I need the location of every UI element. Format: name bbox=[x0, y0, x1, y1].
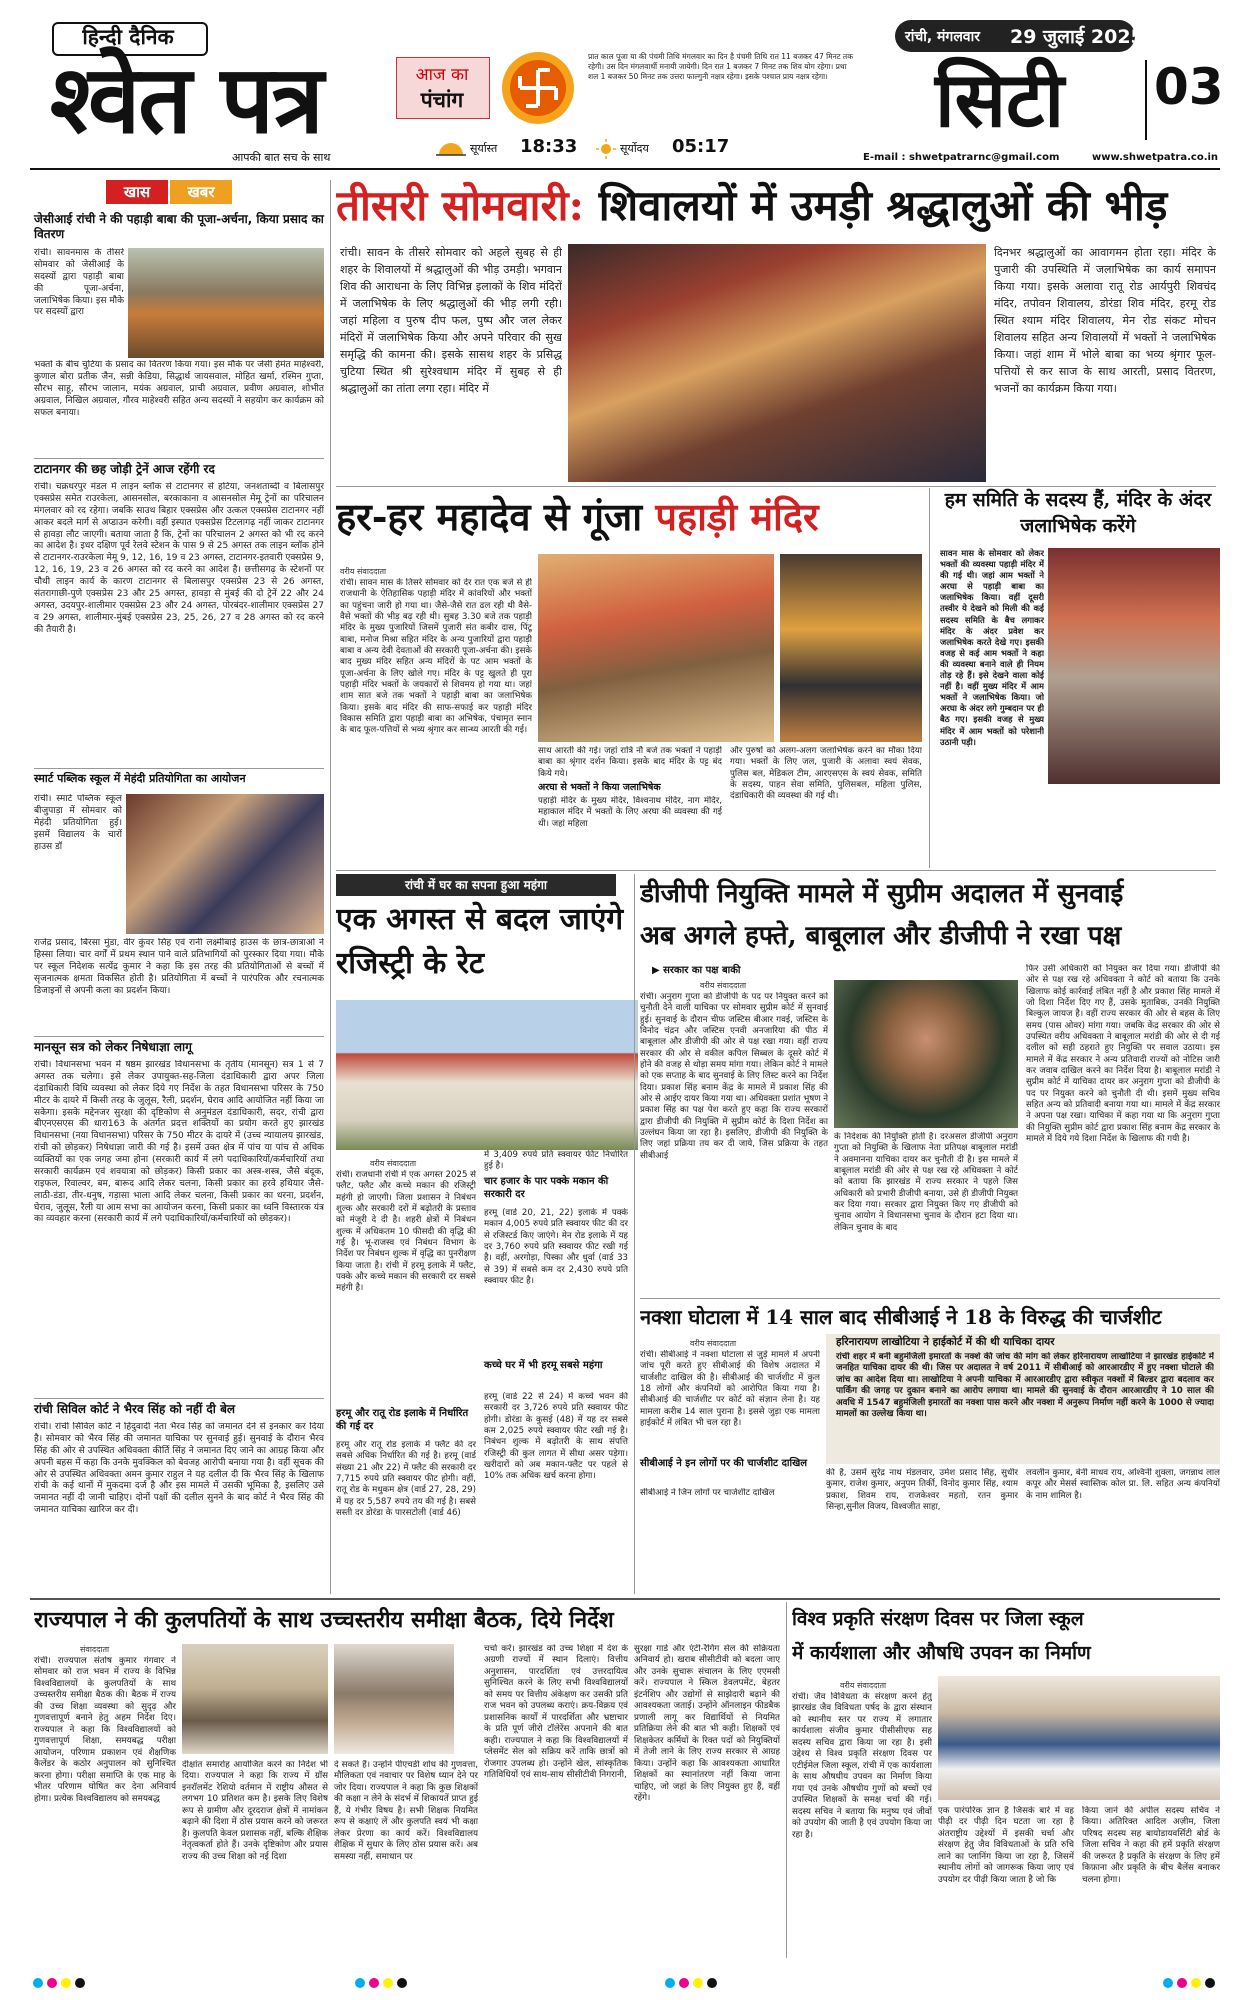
dgp-kicker-text: सरकार का पक्ष बाकी bbox=[663, 965, 741, 976]
pahadi-byline: वरीय संवाददाता bbox=[340, 567, 387, 576]
registry-text-5: हरमू (वार्ड 22 से 24) में कच्चे भवन की सरकारी दर 3,726 रुपये प्रति स्क्वायर फीट होगी। डोरंडा के कुसई (48) में यह दर सबसे कम 2,025 रुपये स्क्वायर फीट रखी गई है। निबंधन शुल्क में बढ़ोतरी के साथ संपत्ति रजिस्ट्री की कुल लागत में सीधा असर पड़ेगा। खरीदारों को अब मकान-फ्लैट पर पहले से 10% तक अधिक खर्च करना होगा। bbox=[484, 1392, 628, 1482]
divider bbox=[336, 486, 1216, 487]
panchang-text: प्रात काल पूजा या की पंचमी तिथि मंगलवार का दिन है पंचमी तिथि रात 11 बजकर 47 मिनट तक रहेगी। उस दिन मंगलवार्थी मनायी जायेगी। दिन रात 1 बजकर 7 मिनट तक शिव योग रहेगा। प्रथा शल 1 बजकर 50 मिनट तक उत्तरा फाल्गुनी नक्षत्र रहेगा। इसके पश्चात प्राय नक्षत्र रहेगा। bbox=[588, 52, 853, 82]
brief-trains-text: रांची। चक्रधरपुर मंडल में लाइन ब्लॉक से टाटानगर से हटिया, जनशताब्दी व बिलासपुर एक्सप्रेस समेत राउरकेला, आसनसोल, बरकाकाना व आसनसोल मेमू ट्रेनों का परिचालन मंगलवार को रद रहेगा। जबकि साउथ बिहार एक्सप्रेस और उत्कल एक्सप्रेस टाटानगर नहीं आकर बदले मार्ग से अप्डाउन करेगी। वहीं इस्पात एक्सप्रेस टिटलागढ़ नहीं जाकर टाटानगर से हावड़ा लौट जाएगी। बताया जाता है कि, ट्रेनों का परिचालन 2 अगस्त को भी रद करने का आदेश है। इधर दक्षिण पूर्व रेलवे स्टेशन के पास 9 से 25 अगस्त तक लाइन ब्लॉक होने से टाटानगर-राउरकेला मेमू 9, 12, 16, 19 व 23 अगस्त, टाटानगर-इतवारी एक्सप्रेस 9, 12, 16, 19, 23 व 26 अगस्त को रद करने का आदेश है। छत्तीसगढ़ के स्टेशनों पर चौथी लाइन कार्य के कारण टाटानगर से बिलासपुर एक्सप्रेस 23 से 26 अगस्त, संतरागाछी-पुणे एक्सप्रेस 23 और 25 अगस्त, हावड़ा से मुंबई की दो ट्रेनें 22 और 24 अगस्त, उदयपुर-शालीमार एक्सप्रेस 23 और 24 अगस्त, पोरबंदर-शालीमार एक्सप्रेस 27 व 29 अगस्त, शालीमार-मुंबई एक्सप्रेस 23, 25, 26, 27 व 28 अगस्त को रद करने की तैयारी है। bbox=[34, 482, 324, 635]
registry-text-4: हरमू (वार्ड 20, 21, 22) इलाके में पक्के मकान 4,005 रुपये प्रति स्क्वायर फीट की दर से रजिस्टर्ड किए जाएंगे। मेन रोड इलाके में यह दर 3,760 रुपये प्रति स्क्वायर फीट रखी गई है। वहीं, अरगोड़ा, पिस्का और धुर्वा (वार्ड 33 से 39) में सबसे कम दर 2,430 रुपये प्रति स्क्वायर फीट है। bbox=[484, 1208, 628, 1287]
lead-headline-red: तीसरी सोमवारी: bbox=[336, 181, 585, 230]
panchang-label-1: आज का bbox=[415, 65, 469, 85]
nature-text-1: रांची। जैव विविधता के संरक्षण करने हेतु झारखंड जैव विविधता पर्षद के द्वारा संस्थान को स्थानीय स्तर पर राज्य में लगातार कार्यशाला संजीव कुमार पीसीसीएफ सह सदस्य सचिव द्वारा किया जा रहा है। इसी उद्देश्य से विश्व प्रकृति संरक्षण दिवस पर एटीईमेल जिला स्कूल, रांची में एक कार्यशाला के साथ औषधीय उपवन का निर्माण किया गया एवं उनके औषधीय गुणों को बच्चों एवं उपस्थित शिक्षकों के समक्ष चर्चा की गई। सदस्य सचिव ने बताया कि मनुष्य एवं जीवों को उपयोग की जाती है एवं उपयोग किया जा रहा है। bbox=[792, 1692, 932, 1840]
governor-text-5: सुरक्षा गार्ड और एंटी-रैगिंग सेल की सक्रियता अनिवार्य हो। खराब सीसीटीवी को बदला जाए और उनके सुचारू संचालन के लिए एएमसी करें। राज्यपाल ने स्किल डेवलपमेंट, बेहतर इंटर्नशिप और उद्योगों से साझेदारी बढ़ाने की आवश्यकता जताई। उन्होंने ऑनलाइन फीडबैक प्रणाली लागू कर विद्यार्थियों से नियमित प्रतिक्रिया लेने की बात भी कही। शिक्षकों एवं शिक्षकेतर कर्मियों के रिक्त पदों को नियुक्तियों में तेजी लाने के लिए राज्य सरकार से आग्रह किया। उन्होंने कहा कि आवश्यकता आधारित शिक्षकों का स्थानांतरण नहीं किया जाना चाहिए, जो जहां के लिए नियुक्त हुए हैं, वहीं रहेंगे। bbox=[634, 1644, 780, 1804]
brief-jci-text-b: भक्तों के बीच चुटिया के प्रसाद का वितरण किया गया। इस मौके पर जेसी हेमंत माहेश्वरी, कुणाल बोरा प्रतीक जैन, सन्नी केडिया, सिद्धार्थ जायसवाल, मोहित खर्मा, रश्मिन गुप्ता, सौरभ साहू, सौरभ जालान, मयंक अग्रवाल, प्राची अग्रवाल, प्रवीण अग्रवाल, शोभीत अग्रवाल, निखिल अग्रवाल, गौरव माहेश्वरी सहित अन्य सदस्यों ने सहयोग कर कार्यक्रम को सफल बनाया। bbox=[34, 360, 324, 418]
photo-pahadi-shivling bbox=[780, 554, 922, 742]
column-divider bbox=[929, 488, 930, 868]
page-number-divider bbox=[1145, 60, 1147, 140]
arrow-icon: ▶ bbox=[652, 965, 664, 976]
column-divider bbox=[634, 874, 635, 1594]
paper-slogan: आपकी बात सच के साथ bbox=[232, 151, 331, 164]
sunrise-time: 05:17 bbox=[672, 136, 730, 157]
email[interactable]: E-mail : shwetpatrarnc@gmail.com bbox=[863, 152, 1060, 163]
divider bbox=[34, 458, 324, 459]
governor-text-1: रांची। राज्यपाल संतोष कुमार गंगवार ने सोमवार को राज भवन में राज्य के विभिन्न विश्वविद्यालयों के कुलपतियों के साथ उच्चस्तरीय समीक्षा बैठक की। बैठक में राज्य की उच्च शिक्षा व्यवस्था को सुदृढ़ और गुणवत्तापूर्ण बनाने हेतु अहम निर्देश दिए। राज्यपाल ने कहा कि विश्वविद्यालयों को गुणवत्तापूर्ण शिक्षा, समयबद्ध परीक्षा आयोजन, परिणाम प्रकाशन एवं शैक्षणिक कैलेंडर के कठोर अनुपालन को सुनिश्चित करना होगा। परीक्षा समाप्ति के एक माह के भीतर परिणाम घोषित कर देना अनिवार्य होगा। प्रत्येक विश्वविद्यालय को समयबद्ध bbox=[34, 1656, 176, 1804]
registry-subhead-2: चार हजार के पार पक्के मकान की सरकारी दर bbox=[484, 1176, 609, 1200]
photo-governor-meeting-2 bbox=[334, 1644, 454, 1754]
divider bbox=[34, 1398, 324, 1399]
brief-monsoon-headline: मानसून सत्र को लेकर निषेधाज्ञा लागू bbox=[34, 1040, 192, 1054]
photo-mehndi bbox=[126, 794, 324, 934]
column-divider bbox=[786, 1602, 787, 1958]
naksha-side-text: रांची शहर में बनी बहुमंजिली इमारतों के नक्शे की जांच की मांग को लेकर हरिनारायण लाखोटिया ने झारखंड हाईकोर्ट में जनहित याचिका दायर की थी। जिस पर अदालत ने वर्ष 2011 में सीबीआई को आरआरडीए में हुए नक्शा घोटाले की जांच का आदेश दिया था। लाखोटिया ने अपनी याचिका में आरआरडीए द्वारा स्वीकृत नक्शों में बिल्डर द्वारा बदलाव कर पार्किंग की जगह पर दुकान बनाने का आरोप लगाया था। मामले की सुनवाई के दौरान आरआरडीए ने 10 साल की अवधि में 1547 बहुमंजिली इमारतों का नक्शा पास करने और नक्शा में अनुरूप निर्माण नहीं करने के 1000 से ज्यादा मामलों का उल्लेख किया था। bbox=[836, 1352, 1214, 1420]
pahadi-subhead: अरघा से भक्तों ने किया जलाभिषेक bbox=[538, 782, 661, 793]
registry-kicker: रांची में घर का सपना हुआ महंगा bbox=[404, 878, 548, 892]
naksha-text-1: रांची। सीबीआई ने नक्शा घोटाला से जुड़े मामले में अपनी जांच पूरी करते हुए सीबीआई की विशेष अदालत में चार्जशीट दाखिल की है। सीबीआई की चार्जशीट में कुल 18 लोगों और कंपनियों को आरोपित किया गया है। सीबीआई की चार्जशीट पर कोर्ट को संज्ञान लेना है। यह मामला करीब 14 साल पुराना है। इससे जुड़ा एक मामला हाईकोर्ट में लंबित भी चल रहा है। bbox=[640, 1350, 820, 1429]
samiti-headline: हम समिति के सदस्य हैं, मंदिर के अंदर जलाभिषेक करेंगे bbox=[944, 489, 1212, 537]
column-divider bbox=[330, 180, 331, 1594]
dgp-headline-1: डीजीपी नियुक्ति मामले में सुप्रीम अदालत में सुनवाई bbox=[640, 879, 1124, 909]
registry-headline: एक अगस्त से बदल जाएंगे रजिस्ट्री के रेट bbox=[336, 902, 624, 981]
photo-pahadi-devotees bbox=[538, 554, 774, 742]
khas-khabar-badge bbox=[106, 180, 232, 204]
sunset-label: सूर्यास्त bbox=[470, 142, 498, 155]
naksha-text-3: की है, उसमें सुरेंद्र नाथ मंडलवार, उमेश प्रसाद सिंह, सुधीर कुमार, राजेश कुमार, अनुपम तिर्की, विनोद कुमार सिंह, श्याम प्रकाश, शिवम राय, राजकेश्वर महतो, रतन कुमार सिन्हा,सुनील विजय, विश्वजीत साहा, bbox=[826, 1468, 1018, 1513]
nature-text-3: किया जाने की अपील सदस्य सचिव ने किया। अतिरिक्त आदिल अज़ीम, जिला परिषद सदस्य सह बायोडायवर्सिटी बोर्ड के जिला सचिव ने कहा की हमें प्रकृति संरक्षण की जरूरत है प्रकृति के संरक्षण के लिए हमें किफ़ाना और प्रकृति के बीच बैलेंस बनाकर चलना होगा। bbox=[1082, 1806, 1220, 1885]
masthead-rule bbox=[30, 168, 1220, 170]
pahadi-text-2: साथ आरती की गई। जहां रात्रि नौ बजे तक भक्तों ने पहाड़ी बाबा का श्रृंगार दर्शन किया। इसके बाद मंदिर के पट्ट बंद किये गये। bbox=[538, 746, 722, 779]
lead-headline-black: शिवालयों में उमड़ी श्रद्धालुओं की भीड़ bbox=[598, 181, 1168, 230]
naksha-subhead: सीबीआई ने इन लोगों पर की चार्जशीट दाखिल bbox=[640, 1458, 808, 1469]
photo-houses bbox=[336, 1000, 638, 1150]
brief-mehndi-text-a: रांची। स्मार्ट पब्लिक स्कूल बीजुपाड़ा में सोमवार को मेहंदी प्रतियोगिता हुई। इसमें विद्यालय के चारों हाउस डॉ bbox=[34, 794, 122, 852]
lead-text-left: रांची। सावन के तीसरे सोमवार को अहले सुबह से ही शहर के शिवालयों में श्रद्धालुओं की भीड़ उमड़ी। भगवान शिव की आराधना के लिए विभिन्न इलाकों के शिव मंदिरों में जलाभिषेक के लिए श्रद्धालुओं की भीड़ लगी रही। जहां महिला व पुरुष दीप फल, पुष्प और जल लेकर मंदिरों में जलाभिषेक किया और अपने परिवार की सुख समृद्धि की कामना की। इसके सासथ शहर के प्रसिद्ध चुटिया स्थित श्री सुरेश्वधाम मंदिर में सुबह से ही श्रद्धालुओं का तांता लगा रहा। मंदिर में bbox=[340, 246, 562, 396]
sunrise-icon bbox=[596, 139, 616, 159]
brief-jci-text-a: रांची। सावनमास के तीसरे सोमवार को जेसीआई के सदस्यों द्वारा पहाड़ी बाबा की पूजा-अर्चना, जलाभिषेक किया। इस मौके पर सदस्यों द्वारा bbox=[34, 248, 124, 318]
registry-byline: वरीय संवाददाता bbox=[370, 1159, 417, 1168]
dgp-headline-2: अब अगले हफ्ते, बाबूलाल और डीजीपी ने रखा पक्ष bbox=[640, 921, 1122, 951]
masthead-tagline: हिन्दी दैनिक bbox=[82, 25, 174, 49]
samiti-text: सावन मास के सोमवार को लेकर भक्तों की व्यवस्था पहाड़ी मंदिर में की गई थी। जहां आम भक्तों ने अरघा से पहाड़ी बाबा का जलाभिषेक किया। वहीं दूसरी तस्वीर ये देखने को मिली की कई सदस्य समिति के बैच लगाकर मंदिर के अंदर प्रवेश कर जलाभिषेक करते देखे गए। इसकी वजह से कई आम भक्तों ने कहा की व्यवस्था बनाने वाले ही नियम तोड़ रहे हैं। इसे देखने वाला कोई नहीं है। वहीं मुख्य मंदिर में आम भक्तों ने जलाभिषेक किया। जो अरघा के अंदर लगे गुम्बदान पर ही बैठ गए। इसकी वजह से मुख्य मंदिर में आम भक्तों को परेशानी उठानी पड़ी। bbox=[940, 548, 1044, 747]
nature-headline-1: विश्व प्रकृति संरक्षण दिवस पर जिला स्कूल bbox=[792, 1608, 1084, 1630]
pahadi-text-1: रांची। सावन मास के तिसरे सोमवार को देर रात एक बजे से ही राजधानी के ऐतिहासिक पहाड़ी मंदिर में कांवरियों और भक्तों का पहुंचना जारी हो गया था। जैसे-जैसे रात ढल रही थी वैसे-वैसे भक्तों की भीड़ बढ़ रही थी। सुबह 3.30 बजे तक पहाड़ी मंदिर के मुख्य पुजारियों जिसमें पुजारी संत कबीर दास, पिंटू बाबा, मनोज मिश्रा सहित मंदिर के अन्य पुजारियों द्वारा पहाड़ी बाबा व अन्य देवी देवताओं की सरकारी पूजा-अर्चना की। इसके बाद मुख्य मंदिर सहित अन्य मंदिरों के पट आम भक्तों के पूजा-अर्चना के लिए खोले गए। मंदिर के पट्ट खुलते ही पूरा पहाड़ी मंदिर भक्तों के जयकारों से शिवमय हो गया था। जहां शाम सात बजे तक भक्तों ने पहाड़ी बाबा का जलाभिषेक किया। इसके बाद मंदिर की साफ-सफाई कर पहाड़ी मंदिर विकास समिति द्वारा पहाड़ी बाबा का अभिषेक, पंचामृत स्नान के बाद फूल-पत्तियों से भव्य श्रृंगार कर सान्ध्य आरती की गई। bbox=[340, 578, 532, 736]
governor-text-2: दीक्षांत समारोह आयोजित करने का निर्देश भी दिया। राज्यपाल ने कहा कि राज्य में ग्रॉस इनरॉलमेंट रेशियो वर्तमान में राष्ट्रीय औसत से लगभग 10 प्रतिशत कम है। इसके लिए विशेष रूप से ग्रामीण और दूरदराज क्षेत्रों में नामांकन बढ़ाने की दिशा में ठोस प्रयास करने को जरूरत है। कुलपति केवल प्रशासक नहीं, बल्कि शैक्षिक नेतृत्वकर्ता होते हैं। उनके दृष्टिकोण और प्रयास राज्य की उच्च शिक्षा को नई दिशा bbox=[182, 1760, 328, 1862]
nature-headline-2: में कार्यशाला और औषधि उपवन का निर्माण bbox=[792, 1642, 1091, 1664]
lead-text-right: दिनभर श्रद्धालुओं का आवागमन होता रहा। मंदिर के पुजारी की उपस्थिति में जलाभिषेक का कार्य समापन किया गया। इसके अलावा रातू रोड आर्यपुरी शिवचंद मंदिर, तपोवन शिवालय, डोरंडा शिव मंदिर, हरमू रोड स्थित श्याम मंदिर शिवालय, मेन रोड संकट मोचन शिवालय सहित अन्य शिवालयों में भक्तों ने जलाभिषेक किया। जहां शाम में भोले बाबा का भव्य श्रृंगार फूल-पत्तियों से कर साज के साथ आरती, प्रसाद वितरण, भजनों का कार्यक्रम किया गया। bbox=[994, 246, 1216, 396]
sunrise-label: सूर्योदय bbox=[620, 142, 649, 155]
photo-governor-meeting-1 bbox=[182, 1644, 328, 1754]
divider bbox=[30, 1598, 1220, 1600]
masthead bbox=[0, 0, 1246, 175]
brief-jci-headline: जेसीआई रांची ने की पहाड़ी बाबा की पूजा-अर्चना, किया प्रसाद का वितरण bbox=[34, 212, 324, 241]
divider bbox=[640, 1298, 1220, 1299]
section-name: सिटी bbox=[935, 55, 1065, 144]
dgp-text-1: रांची। अनुराग गुप्ता को डीजीपी के पद पर नियुक्त करने को चुनौती देने वाली याचिका पर सोमवार सुप्रीम कोर्ट में सुनवाई हुई। सुनवाई के दौरान चीफ जस्टिस बीआर गवई, जस्टिस के विनोद चंद्रन और जस्टिस एनवी अनजारिया की पीठ में बाबूलाल और डीजीपी की ओर से पक्ष रखा गया। वहीं राज्य सरकार की ओर से वकील कपिल सिब्बल के दूसरे कोर्ट में होने की वजह से थोड़ा समय मांगा गया। लेकिन कोर्ट ने मामले को एक सप्ताह के बाद सुनवाई के लिए लिस्ट करने का निर्देश दिया। प्रकाश सिंह बनाम केंद्र के मामले में प्रकाश सिंह की ओर से आईए दायर किया गया था। अधिवक्ता प्रशांत भूषण ने प्रकाश सिंह का पक्ष पेश करते हुए कहा कि राज्य सरकारों द्वारा डीजीपी की नियुक्ति में सुप्रीम कोर्ट के दिशा निर्देश का उल्लंघन किया जा रहा है। इसलिए, डीजीपी की नियुक्ति के लिए जहां प्रक्रिया तय कर दी जाये, जिस प्रक्रिया के तहत सीबीआई bbox=[640, 992, 828, 1161]
swastik-emblem bbox=[500, 50, 576, 126]
dateline-prefix: रांची, मंगलवार bbox=[905, 29, 980, 45]
pahadi-headline-red: पहाड़ी मंदिर bbox=[655, 494, 819, 539]
naksha-text-4: लवलीन कुमार, बेनी माधव राय, अश्विनी शुक्ला, जगन्नाथ लाल कपूर और मेसर्स स्वास्तिक कोल प्रा. लि. सहित अन्य कंपनियों के नाम शामिल है। bbox=[1026, 1468, 1220, 1501]
pahadi-headline bbox=[336, 488, 926, 546]
brief-monsoon-text: रांची। विधानसभा भवन में षष्ठम झारखंड विधानसभा के तृतीय (मानसून) सत्र 1 से 7 अगस्त तक चलेगा। इसे लेकर उपायुक्त-सह-जिला दंडाधिकारी द्वारा अपर जिला दंडाधिकारी विधि व्यवस्था को लेकर दिये गए निर्देश के तहत विधानसभा परिसर के 750 मीटर के दायरे में किसी तरह के जुलूस, रैली, प्रदर्शन, घेराव आदि आयोजित नहीं किया जा सकेगा। इसके मद्देनजर सुरक्षा की दृष्टिकोण से अनुमंडल दंडाधिकारी, सदर, रांची द्वारा बीएनएसएस की धारा163 के अंतर्गत प्रदत्त शक्तियों का प्रयोग करते हुए झारखंड विधानसभा (नया विधानसभा) परिसर के 750 मीटर के दायरे में (उच्च न्यायालय झारखंड, रांची को छोड़कर) निषेधाज्ञा जारी की गई है। इसमें उक्त क्षेत्र में पांच या पांच से अधिक व्यक्तियों का एक जगह जमा होना (सरकारी कार्य में लगे पदाधिकारियों/कर्मचारियों तथा सरकारी कार्यक्रम एवं शवयात्रा को छोड़कर) किसी प्रकार का अस्त्र-शस्त्र, जैसे बंदूक, राइफल, रिवाल्वर, बम, बारूद आदि लेकर चलना, किसी प्रकार का हरवे हथियार जैसे-लाठी-डंडा, तीर-धनुष, गड़ासा भाला आदि लेकर चलना, किसी प्रकार का धरना, प्रदर्शन, घेराव, जुलूस, रैली या आम सभा का आयोजन करना, किसी प्रकार का ध्वनि विस्तारक यंत्र का व्यवहार करना (सरकारी कार्य में लगे पदाधिकारियों/कर्मचारियों को छोड़कर)। bbox=[34, 1060, 324, 1225]
governor-text-4: चर्चा करें। झारखंड को उच्च शिक्षा में देश के अग्रणी राज्यों में स्थान दिलाएं। वित्तीय अनुशासन, पारदर्शिता एवं उत्तरदायित्व सुनिश्चित करने के लिए सभी विश्वविद्यालयों को समय पर वित्तीय अंकेक्षण कर उसकी प्रति राज भवन को उपलब्ध कराएं। क्रय-विक्रय एवं प्रशासनिक कार्यों में पारदर्शिता और भ्रष्टाचार के प्रति पूर्ण जीरो टॉलेरेंस अपनाने की बात कही। राज्यपाल ने कहा कि विश्वविद्यालयों में प्लेसमेंट सेल को सक्रिय करें ताकि छात्रों को रोजगार उपलब्ध हो। उन्होंने खेल, सांस्कृतिक गतिविधियों एवं साथ-साथ सीसीटीवी निगरानी, bbox=[484, 1644, 628, 1781]
dgp-text-3: फिर उसी अधिकारी को नियुक्त कर दिया गया। डीजीपी की ओर से पक्ष रख रहे अधिवक्ता ने कोर्ट को बताया कि उनके खिलाफ कोई कार्रवाई लंबित नहीं है और प्रकाश सिंह मामले में जो दिशा निर्देश दिए गए हैं, उसके मुताबिक, उनकी नियुक्ति बिल्कुल जायज है। वहीं राज्य सरकार की ओर से बहस के लिए समय (पास ओवर) मांगा गया। जबकि केंद्र सरकार की ओर से उपस्थित वरीय अधिवक्ता ने बाबूलाल मरांडी की ओर से दी गई दलील को सही ठहराते हुए नियुक्ति पर सवाल उठाया। इस मामले में केंद्र सरकार ने अन्य प्रतिवादी राज्यों को नोटिस जारी कर जवाब दाखिल करने का निर्देश दिया है। बाबूलाल मरांडी ने सुप्रीम कोर्ट में याचिका दायर कर अनुराग गुप्ता को डीजीपी के पद पर नियुक्त करने को चुनौती दी थी। इसमें मुख्य सचिव सहित अन्य को प्रतिवादी बनाया गया था। मामले में केंद्र सरकार ने अपना पक्ष रखा। याचिका में कहा गया था कि अनुराग गुप्ता की नियुक्ति सुप्रीम कोर्ट द्वारा प्रकाश सिंह बनाम केंद्र सरकार के मामले में दिये गये दिशा निर्देश के खिलाफ की गयी है। bbox=[1026, 964, 1220, 1145]
dgp-text-2: के निदेशक की नियुक्ति होती है। दरअसल डीजीपी अनुराग गुप्ता को नियुक्ति के खिलाफ नेता प्रतिपक्ष बाबूलाल मरांडी ने अवमानना याचिका दायर कर चुनौती दी है। इस मामले में बाबूलाल मरांडी की ओर से पक्ष रख रहे अधिवक्ता ने कोर्ट को बताया कि झारखंड में राज्य सरकार ने पहले जिस अधिकारी को प्रभारी डीजीपी बनाया, उसे ही डीजीपी नियुक्त कर दिया गया। सरकार द्वारा नियुक्त किए गए डीजीपी को चुनाव आयोग ने विधानसभा चुनाव के दौरान हटा दिया था। लेकिन चुनाव के बाद bbox=[834, 1132, 1018, 1233]
divider bbox=[34, 768, 324, 769]
dgp-byline: वरीय संवाददाता bbox=[700, 981, 747, 990]
paper-name: श्वेत पत्र bbox=[50, 45, 322, 155]
brief-court-headline: रांची सिविल कोर्ट ने भैरव सिंह को नहीं दी बेल bbox=[34, 1402, 236, 1416]
governor-text-3: दे सकते हैं। उन्होंने पीएचडी शोध की गुणवत्ता, मौलिकता एवं नवाचार पर विशेष ध्यान देने पर जोर दिया। राज्यपाल ने कहा कि कुछ शिक्षकों की कक्षा न लेने के संदर्भ में शिकायतें प्राप्त हुई हैं, ये गंभीर विषय है। सभी शिक्षक नियमित रूप से कक्षाएं लें और कुलपति स्वयं भी कक्षा लेकर प्रेरणा का कार्य करें। विश्वविद्यालय शैक्षिक में सुधार के लिए ठोस प्रयास करें। अब समस्या नहीं, समाधान पर bbox=[334, 1760, 478, 1862]
registry-text-1: रांची। राजधानी रांची में एक अगस्त 2025 से फ्लैट, फ्लैट और कच्चे मकान की रजिस्ट्री महंगी हो जाएगी। जिला प्रशासन ने निबंधन शुल्क और सरकारी दरों में बढ़ोतरी के प्रस्ताव को मंजूरी दे दी है। शहरी क्षेत्रों में निबंधन शुल्क में अधिकतम 10 फीसदी की वृद्धि की गई है। भू-राजस्व एवं निबंधन विभाग के निर्देश पर निबंधन शुल्क में वृद्धि का पुनरीक्षण किया जाता है। रांची में हरमू इलाके में फ्लैट, पक्के और कच्चे मकान की सरकारी दर सबसे महंगी है। bbox=[336, 1170, 476, 1294]
photo-samiti-temple bbox=[1048, 548, 1220, 784]
naksha-text-2: सीबीआई ने जिन लोगों पर चार्जशीट दाखिल bbox=[640, 1488, 775, 1498]
photo-jci-group bbox=[128, 248, 324, 358]
dgp-kicker bbox=[652, 962, 741, 976]
website[interactable]: www.shwetpatra.co.in bbox=[1092, 152, 1219, 163]
divider bbox=[34, 1036, 324, 1037]
nature-text-2: एक पारंपरिक ज्ञान है जिसके बारे में वह पीढ़ी दर पीढ़ी दिन घटता जा रहा है अंतराष्ट्रीय उद्देश्यों में इसकी चर्चा और संरक्षण हेतु जैव विविधताओं के प्रति रुचि लाने का प्लानिंग किया जा रहा है, जिसमें स्थानीय लोगों को जागरूक किया जाए एवं उपयोग दर पीढ़ी किया जाता है जो कि bbox=[938, 1806, 1074, 1885]
governor-byline: संवाददाता bbox=[80, 1645, 110, 1654]
sunset-icon bbox=[436, 140, 466, 156]
naksha-headline: नक्शा घोटाला में 14 साल बाद सीबीआई ने 18 के विरुद्ध की चार्जशीट bbox=[640, 1305, 1162, 1329]
naksha-byline: वरीय संवाददाता bbox=[690, 1339, 737, 1348]
khabar-label: खबर bbox=[170, 180, 232, 204]
governor-headline: राज्यपाल ने की कुलपतियों के साथ उच्चस्तरीय समीक्षा बैठक, दिये निर्देश bbox=[34, 1607, 614, 1633]
pahadi-text-4: और पुरुषों को अलग-अलग जलाभिषेक करने का मौका दिया गया। भक्तों के लिए जल, पुजारी के अलावा स्वयं सेवक, पुलिस बल, मेडिकल टीम, आरएसएस के स्वयं सेवक, समिति के सदस्य, पाहन सेवा समिति, पुलिसबल, महिला पुलिस, दंडाधिकारी की व्यवस्था की गई थी। bbox=[730, 746, 922, 802]
print-registration-marks bbox=[30, 1974, 1220, 1986]
pahadi-text-3: पहाड़ी मंदिर के मुख्य मंदिर, विश्वनाथ मंदिर, नाग मंदिर, महाकाल मंदिर में भक्तों के लिए अरघा की व्यवस्था की गई थी। जहां महिला bbox=[538, 796, 722, 829]
divider bbox=[336, 870, 1216, 871]
registry-subhead-3: कच्चे घर में भी हरमू सबसे महंगा bbox=[484, 1360, 603, 1371]
panchang-label-2: पंचांग bbox=[420, 88, 464, 112]
naksha-side-headline: हरिनारायण लाखोटिया ने हाईकोर्ट में की थी याचिका दायर bbox=[836, 1336, 1055, 1348]
pahadi-headline-black: हर-हर महादेव से गूंजा bbox=[336, 494, 643, 539]
photo-dgp-portrait bbox=[834, 980, 1018, 1128]
registry-subhead-1: हरमू और रातू रोड इलाके में निर्धारित की गई दर bbox=[336, 1408, 469, 1432]
page-number: 03 bbox=[1154, 58, 1224, 116]
registry-text-3: में 3,409 रुपये प्रति स्क्वायर फीट निर्धारित हुई है। bbox=[484, 1150, 628, 1172]
lead-headline bbox=[336, 178, 1226, 234]
brief-court-text: रांची। रांची सिविल कोर्ट ने हिंदुवादी नेता भैरव सिंह को जमानत देने से इनकार कर दिया है। सोमवार को भैरव सिंह की जमानत याचिका पर सुनवाई हुई। सुनवाई के दौरान भैरव सिंह की ओर से उपस्थित अधिवक्ता कीर्ति सिंह ने जमानत दिए जाने का आग्रह किया और अपनी बहस में कहा कि उनके मुवक्किल को बेवजह आरोपी बनाया गया है। वहीं सूचक की ओर से उपस्थित अधिवक्ता अमन कुमार राहुल ने यह दलील दी कि भैरव सिंह के खिलाफ रांची के कई थानों में मुकदमा दर्ज है और इस मामले में उसकी भूमिका है, इसलिए उसे जमानत नहीं दी जानी चाहिए। दोनों पक्षों की दलील सुनने के बाद कोर्ट ने भैरव सिंह की जमानत याचिका खारिज कर दी। bbox=[34, 1422, 324, 1516]
brief-mehndi-headline: स्मार्ट पब्लिक स्कूल में मेहंदी प्रतियोगिता का आयोजन bbox=[34, 772, 246, 785]
photo-school-workshop bbox=[938, 1676, 1220, 1800]
brief-mehndi-text-b: राजेंद्र प्रसाद, बिरसा मुंडा, वीर कुंवर सिंह एवं रानी लक्ष्मीबाई हाउस के छात्र-छात्राओं ने हिस्सा लिया। चार वर्गों में प्रथम स्थान पाने वाले प्रतिभागियों को पुरस्कार दिया गया। मौके पर स्कूल निदेशक सत्येंद्र कुमार ने कहा कि इस तरह की प्रतियोगिताओं से बच्चों में सृजनात्मक क्षमता विकसित होती है। प्रतियोगिता में बच्चों ने पारंपरिक और रचनात्मक डिजाइनों से अपनी कला का प्रदर्शन किया। bbox=[34, 938, 324, 996]
brief-trains-headline: टाटानगर की छह जोड़ी ट्रेनें आज रहेंगी रद bbox=[34, 462, 215, 476]
nature-byline: वरीय संवाददाता bbox=[840, 1681, 887, 1690]
dateline-date: 29 जुलाई 2025 bbox=[1010, 26, 1144, 48]
photo-temple-crowd bbox=[568, 244, 986, 482]
khas-label: खास bbox=[106, 180, 168, 204]
sunset-time: 18:33 bbox=[520, 136, 578, 157]
registry-text-2: हरमू और रातू रोड इलाके में फ्लैट की दर सबसे अधिक निर्धारित की गई है। हरमू (वार्ड संख्या 21 और 22) में फ्लैट की सरकारी दर 7,715 रुपये प्रति स्क्वायर फीट होगी। वहीं, रातू रोड के मधुकम क्षेत्र (वार्ड 27, 28, 29) में यह दर 5,587 रुपये तय की गई है। सबसे सस्ती दर डोरंडा के पारसटोली (वार्ड 46) bbox=[336, 1440, 476, 1519]
